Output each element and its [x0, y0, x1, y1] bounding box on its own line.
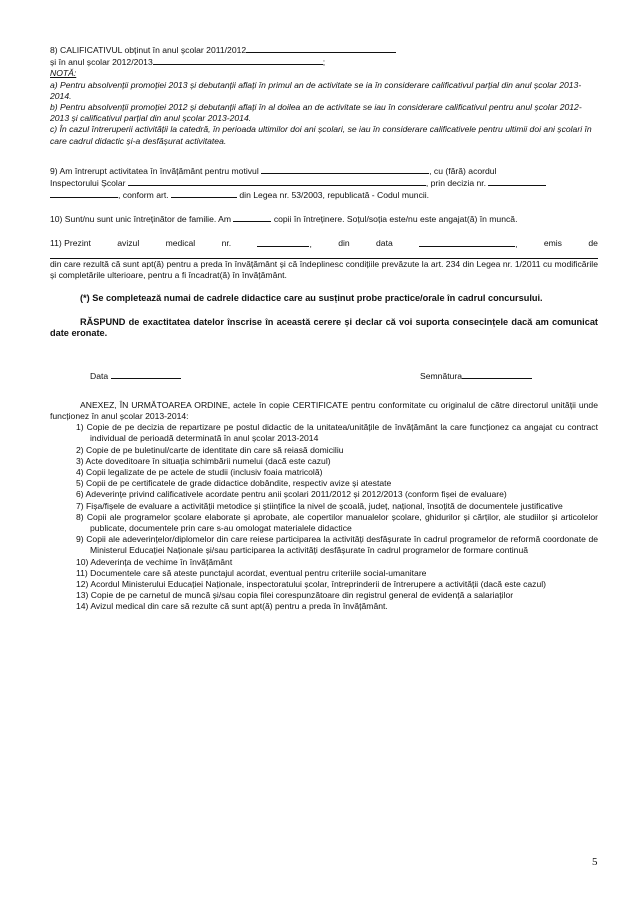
qualification-2011-label: 8) CALIFICATIVUL obținut în anul școlar 2011/2012	[50, 45, 247, 55]
punctuation: ,	[515, 238, 518, 249]
decision-label: , prin decizia nr.	[425, 178, 487, 189]
form-content	[50, 44, 598, 613]
medical-w10: de	[588, 237, 598, 248]
signature-row	[50, 370, 598, 382]
date-label: Data	[90, 370, 109, 381]
annex-item: 11) Documentele care să ateste punctajul acordat, eventual pentru criteriile social-umanitare	[76, 567, 427, 578]
annex-item: 2) Copie de pe buletinul/carte de identitate din care să reiasă domiciliu	[76, 444, 344, 455]
note-c: c) În cazul întreruperii activității la catedră, în perioada ultimilor doi ani școlari, se iau în considerare calificativele pentru ultimii doi ani școlari în care cadrul didactic și-a desfășurat activitatea.	[50, 124, 592, 146]
medical-conclusion: din care rezultă că sunt apt(ă) pentru a preda în învățământ și că îndeplinesc condițiile prevăzute la art. 234 din Legea nr. 1/2011 cu modificările și completările ulterioare, pentru a fi încadrat(ă) în învățământ.	[50, 258, 598, 281]
qualification-2012-blank[interactable]	[153, 56, 326, 68]
medical-w6: din	[338, 237, 350, 248]
inspectorate-label: Inspectorului Școlar	[50, 178, 126, 189]
interruption-reason-label: 9) Am întrerupt activitatea în învățământ pentru motivul	[50, 165, 259, 176]
article-label: , conform art.	[118, 190, 169, 201]
annex-item: 7) Fișa/fișele de evaluare a activității metodice și științifice la nivel de școală, județ, național, însoțită de documentele justificative	[76, 500, 563, 511]
signature-blank[interactable]	[462, 370, 532, 379]
section-family	[50, 213, 598, 225]
note-label: NOTĂ:	[50, 68, 77, 79]
annex-item: 14) Avizul medical din care să rezulte că sunt apt(ă) pentru a preda în învățământ.	[76, 601, 388, 612]
section-annex	[50, 400, 598, 613]
medical-w3: medical	[165, 237, 196, 248]
annex-item: 4) Copii legalizate de pe actele de studii (inclusiv foaia matricolă)	[76, 466, 323, 477]
annex-item: 5) Copii de pe certificatele de grade didactice dobândite, respectiv avize și atestate	[76, 478, 392, 489]
medical-w4: nr.	[221, 237, 232, 248]
medical-w2: avizul	[117, 237, 140, 248]
date-blank[interactable]	[111, 370, 181, 379]
annex-item: 10) Adeverința de vechime în învățământ	[76, 556, 233, 567]
agreement-label: , cu (fără) acordul	[429, 165, 497, 176]
inspectorate-blank[interactable]	[128, 177, 426, 186]
section-qualification	[50, 44, 598, 147]
medical-w7: data	[376, 237, 393, 248]
article-blank[interactable]	[171, 189, 237, 198]
signature-label: Semnătura	[420, 370, 463, 381]
medical-w9: emis	[543, 237, 562, 248]
decision-number-blank[interactable]	[488, 177, 546, 186]
interruption-reason-blank[interactable]	[261, 165, 429, 174]
annex-item: 12) Acordul Ministerului Educației Naționale, inspectoratului școlar, întreprinderii de întrerupere a activității (dacă este cazul)	[76, 579, 547, 589]
punctuation: ;	[322, 57, 326, 68]
medical-number-blank[interactable]	[257, 238, 312, 249]
qualification-2011-blank[interactable]	[246, 44, 396, 53]
annex-item: 3) Acte doveditoare în situația schimbării numelui (dacă este cazul)	[76, 455, 331, 466]
annex-item: 9) Copii ale adeverințelor/diplomelor din care reiese participarea la activități desfășurate în cadrul programelor de reformă coordonate de Ministerul Educației Naționale și/sau participarea la activități desfășurate în cadrul programelor de formare continuă	[76, 534, 598, 556]
decision-date-blank[interactable]	[50, 189, 118, 198]
section-medical	[50, 238, 598, 282]
law-reference: din Legea nr. 53/2003, republicată - Codul muncii.	[239, 190, 430, 201]
annex-item: 1) Copie de pe decizia de repartizare pe postul didactic de la unitatea/unitățile de învățământ la care funcționez ca angajat cu contract individual de perioadă determinată în anul școlar 2013-2014	[76, 422, 598, 444]
section-interruption	[50, 165, 598, 202]
medical-date-blank[interactable]	[419, 238, 518, 249]
qualification-2012-label: și în anul școlar 2012/2013	[50, 57, 153, 68]
annex-item: 13) Copie de pe carnetul de muncă și/sau copia filei corespunzătoare din registrul general de evidență a salariaților	[76, 590, 514, 601]
declaration-text	[50, 317, 598, 340]
note-a: a) Pentru absolvenții promoției 2013 și debutanții aflați în primul an de activitate se ia în considerare calificativul parțial din anul școlar 2013-2014.	[50, 79, 582, 101]
annex-intro: ANEXEZ, ÎN URMĂTOAREA ORDINE, actele în copie CERTIFICATE pentru conformitate cu originalul de către directorul unității unde funcționez în anul școlar 2013-2014:	[50, 399, 598, 421]
page-number: 5	[592, 856, 598, 868]
spouse-label: copii în întreținere. Soțul/soția este/nu este angajat(ă) în muncă.	[273, 214, 518, 225]
punctuation: ,	[309, 238, 312, 249]
medical-issuer-blank[interactable]	[50, 250, 598, 259]
declaration-keyword: RĂSPUND	[80, 316, 126, 327]
note-b: b) Pentru absolvenții promoției 2012 și debutanții aflați în al doilea an de activitate se iau în considerare calificativul pentru anul școlar 2012-2013 și calificativul parțial din anul școlar 2013-2014.	[50, 102, 582, 124]
annex-item: 8) Copii ale programelor școlare elaborate și aprobate, ale copertilor manualelor școlare, ghidurilor și cărților, ale studiilor și articolelor publicate, documentele prin care s-au omologat materialele didactice	[76, 511, 598, 533]
declaration-body: de exactitatea datelor înscrise în această cerere și declar că voi suporta consecințele dacă am comunicat date eronate.	[50, 316, 598, 339]
footnote-text: (*) Se completează numai de cadrele didactice care au susținut probe practice/orale în cadrul concursului.	[80, 293, 543, 304]
annex-item: 6) Adeverințe privind calificativele acordate pentru anii școlari 2011/2012 și 2012/2013 (conform fișei de evaluare)	[76, 489, 507, 500]
family-label: 10) Sunt/nu sunt unic întreținător de familie. Am	[50, 214, 232, 225]
annex-list	[50, 422, 598, 612]
children-count-blank[interactable]	[233, 213, 271, 222]
medical-w1: 11) Prezint	[50, 237, 91, 248]
